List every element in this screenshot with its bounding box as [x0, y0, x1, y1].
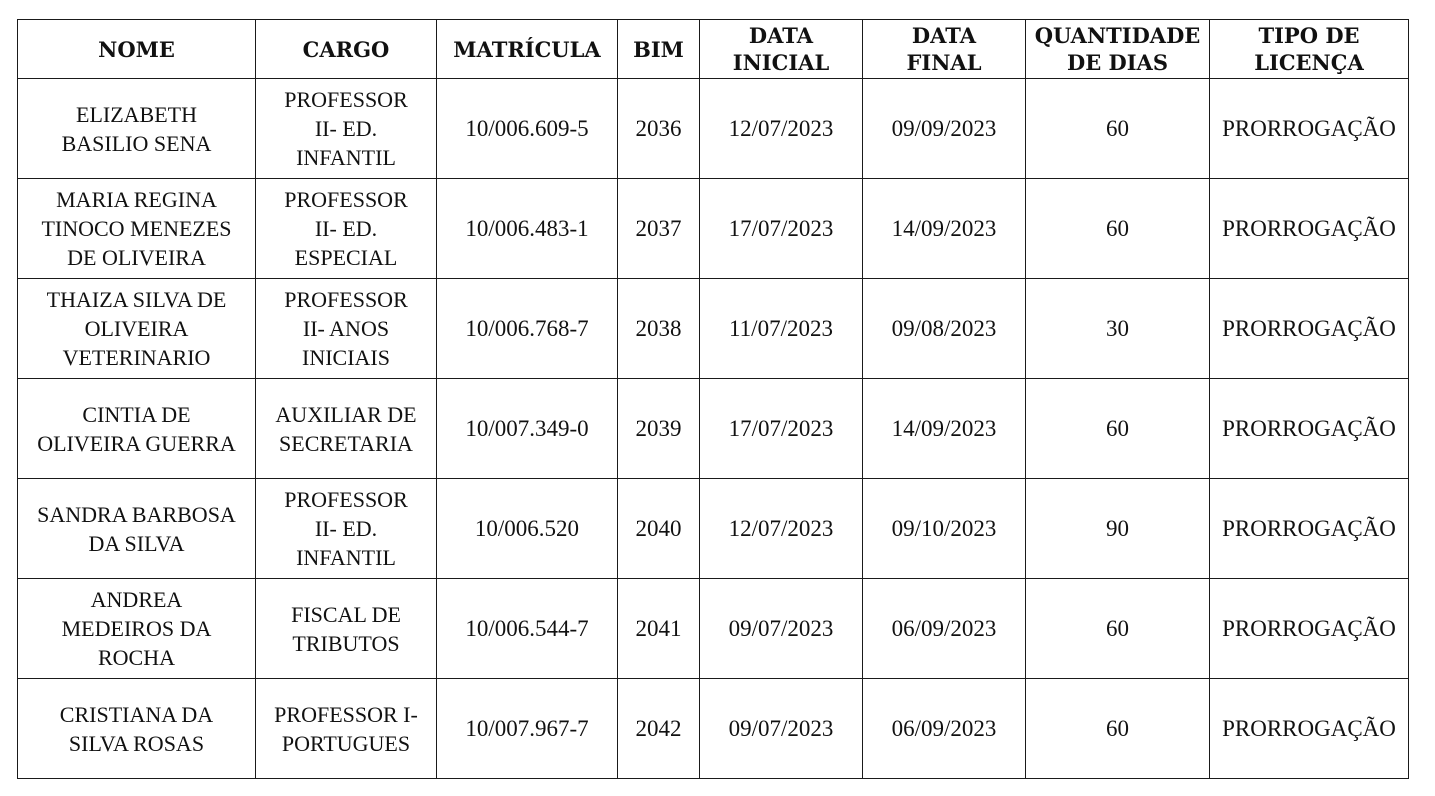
- cell-nome-line: ANDREA: [90, 587, 183, 612]
- cell-nome-line: SANDRA BARBOSA: [37, 501, 236, 527]
- cell-data-inicial: 12/07/2023: [700, 79, 863, 179]
- cell-nome-line: DA SILVA: [88, 530, 185, 556]
- header-tipo-licenca-line: TIPO DE: [1258, 23, 1360, 48]
- cell-quantidade-dias: 30: [1026, 279, 1210, 379]
- cell-cargo: [256, 79, 437, 179]
- cell-matricula: 10/007.967-7: [437, 679, 618, 779]
- header-data-final-line: FINAL: [906, 50, 982, 75]
- cell-matricula: 10/006.768-7: [437, 279, 618, 379]
- cell-nome-line: BASILIO SENA: [61, 130, 212, 156]
- cell-quantidade-dias: 60: [1026, 379, 1210, 479]
- table-body: [18, 79, 1409, 779]
- cell-cargo: [256, 379, 437, 479]
- cell-matricula: 10/006.483-1: [437, 179, 618, 279]
- cell-quantidade-dias: 90: [1026, 479, 1210, 579]
- cell-tipo-licenca: PRORROGAÇÃO: [1210, 279, 1409, 379]
- cell-nome-line: CRISTIANA DA: [59, 701, 214, 727]
- cell-data-final: 09/09/2023: [863, 79, 1026, 179]
- cell-cargo-line: PORTUGUES: [281, 730, 411, 756]
- cell-bim: 2040: [618, 479, 700, 579]
- cell-nome: [18, 179, 256, 279]
- cell-cargo-line: TRIBUTOS: [292, 630, 400, 656]
- table-row: [18, 379, 1409, 479]
- cell-quantidade-dias: 60: [1026, 79, 1210, 179]
- cell-tipo-licenca: PRORROGAÇÃO: [1210, 479, 1409, 579]
- cell-cargo: [256, 679, 437, 779]
- cell-cargo: [256, 579, 437, 679]
- licencas-table: [17, 19, 1409, 779]
- cell-nome-line: MARIA REGINA: [56, 187, 217, 212]
- cell-cargo: [256, 279, 437, 379]
- header-quantidade-dias: [1026, 20, 1210, 79]
- cell-nome: [18, 79, 256, 179]
- cell-nome-line: ELIZABETH: [76, 101, 197, 127]
- cell-tipo-licenca: PRORROGAÇÃO: [1210, 679, 1409, 779]
- cell-nome-line: MEDEIROS DA: [61, 616, 212, 641]
- cell-bim: 2037: [618, 179, 700, 279]
- cell-nome-line: THAIZA SILVA DE: [46, 287, 227, 312]
- cell-bim: 2036: [618, 79, 700, 179]
- cell-cargo-line: INFANTIL: [296, 145, 396, 170]
- cell-nome-line: OLIVEIRA: [84, 316, 189, 341]
- header-quantidade-dias-line: QUANTIDADE: [1034, 23, 1201, 48]
- cell-data-final: 14/09/2023: [863, 379, 1026, 479]
- header-quantidade-dias-line: DE DIAS: [1066, 50, 1169, 75]
- cell-cargo-line: INFANTIL: [296, 545, 396, 570]
- cell-tipo-licenca: PRORROGAÇÃO: [1210, 179, 1409, 279]
- cell-data-inicial: 11/07/2023: [700, 279, 863, 379]
- cell-nome-line: TINOCO MENEZES: [41, 216, 232, 241]
- cell-bim: 2041: [618, 579, 700, 679]
- cell-nome: [18, 479, 256, 579]
- cell-nome: [18, 579, 256, 679]
- cell-data-final: 09/08/2023: [863, 279, 1026, 379]
- cell-tipo-licenca: PRORROGAÇÃO: [1210, 579, 1409, 679]
- cell-cargo-line: PROFESSOR: [284, 287, 408, 312]
- header-data-inicial: [700, 20, 863, 79]
- header-tipo-licenca-line: LICENÇA: [1254, 50, 1364, 75]
- cell-nome-line: ROCHA: [97, 645, 175, 670]
- cell-cargo: [256, 479, 437, 579]
- cell-bim: 2038: [618, 279, 700, 379]
- cell-cargo: [256, 179, 437, 279]
- cell-cargo-line: INICIAIS: [302, 345, 390, 370]
- cell-data-inicial: 17/07/2023: [700, 179, 863, 279]
- header-data-inicial-line: INICIAL: [732, 50, 830, 75]
- header-row: [18, 20, 1409, 79]
- cell-cargo-line: PROFESSOR I-: [274, 701, 418, 727]
- cell-cargo-line: AUXILIAR DE: [275, 401, 417, 427]
- cell-cargo-line: PROFESSOR: [284, 487, 408, 512]
- cell-quantidade-dias: 60: [1026, 579, 1210, 679]
- cell-nome: [18, 279, 256, 379]
- cell-data-inicial: 09/07/2023: [700, 579, 863, 679]
- cell-data-final: 06/09/2023: [863, 579, 1026, 679]
- cell-quantidade-dias: 60: [1026, 679, 1210, 779]
- header-data-final-line: DATA: [911, 23, 977, 48]
- cell-nome-line: VETERINARIO: [62, 345, 211, 370]
- cell-nome-line: CINTIA DE: [82, 401, 191, 427]
- header-cargo: CARGO: [256, 20, 437, 79]
- cell-nome: [18, 679, 256, 779]
- cell-matricula: 10/006.544-7: [437, 579, 618, 679]
- cell-data-final: 14/09/2023: [863, 179, 1026, 279]
- cell-cargo-line: ESPECIAL: [294, 245, 398, 270]
- cell-data-final: 06/09/2023: [863, 679, 1026, 779]
- cell-bim: 2039: [618, 379, 700, 479]
- cell-cargo-line: PROFESSOR: [284, 187, 408, 212]
- cell-tipo-licenca: PRORROGAÇÃO: [1210, 79, 1409, 179]
- header-data-final: [863, 20, 1026, 79]
- table-row: [18, 179, 1409, 279]
- table-header: [18, 20, 1409, 79]
- cell-cargo-line: II- ED.: [314, 116, 378, 141]
- header-tipo-licenca: [1210, 20, 1409, 79]
- header-bim: BIM: [618, 20, 700, 79]
- table-row: [18, 479, 1409, 579]
- table-row: [18, 79, 1409, 179]
- cell-cargo-line: II- ED.: [314, 516, 378, 541]
- cell-nome-line: OLIVEIRA GUERRA: [37, 430, 236, 456]
- cell-nome-line: DE OLIVEIRA: [67, 245, 206, 270]
- cell-cargo-line: II- ANOS: [302, 316, 390, 341]
- cell-matricula: 10/006.520: [437, 479, 618, 579]
- cell-data-final: 09/10/2023: [863, 479, 1026, 579]
- cell-data-inicial: 17/07/2023: [700, 379, 863, 479]
- cell-nome-line: SILVA ROSAS: [68, 730, 205, 756]
- cell-data-inicial: 09/07/2023: [700, 679, 863, 779]
- header-nome: NOME: [18, 20, 256, 79]
- table-row: [18, 279, 1409, 379]
- header-data-inicial-line: DATA: [748, 23, 814, 48]
- header-matricula: MATRÍCULA: [437, 20, 618, 79]
- cell-cargo-line: SECRETARIA: [279, 430, 413, 456]
- cell-quantidade-dias: 60: [1026, 179, 1210, 279]
- cell-matricula: 10/007.349-0: [437, 379, 618, 479]
- cell-tipo-licenca: PRORROGAÇÃO: [1210, 379, 1409, 479]
- cell-cargo-line: PROFESSOR: [284, 87, 408, 112]
- cell-data-inicial: 12/07/2023: [700, 479, 863, 579]
- table-row: [18, 679, 1409, 779]
- cell-matricula: 10/006.609-5: [437, 79, 618, 179]
- cell-bim: 2042: [618, 679, 700, 779]
- cell-cargo-line: II- ED.: [314, 216, 378, 241]
- cell-cargo-line: FISCAL DE: [291, 601, 401, 627]
- table-row: [18, 579, 1409, 679]
- cell-nome: [18, 379, 256, 479]
